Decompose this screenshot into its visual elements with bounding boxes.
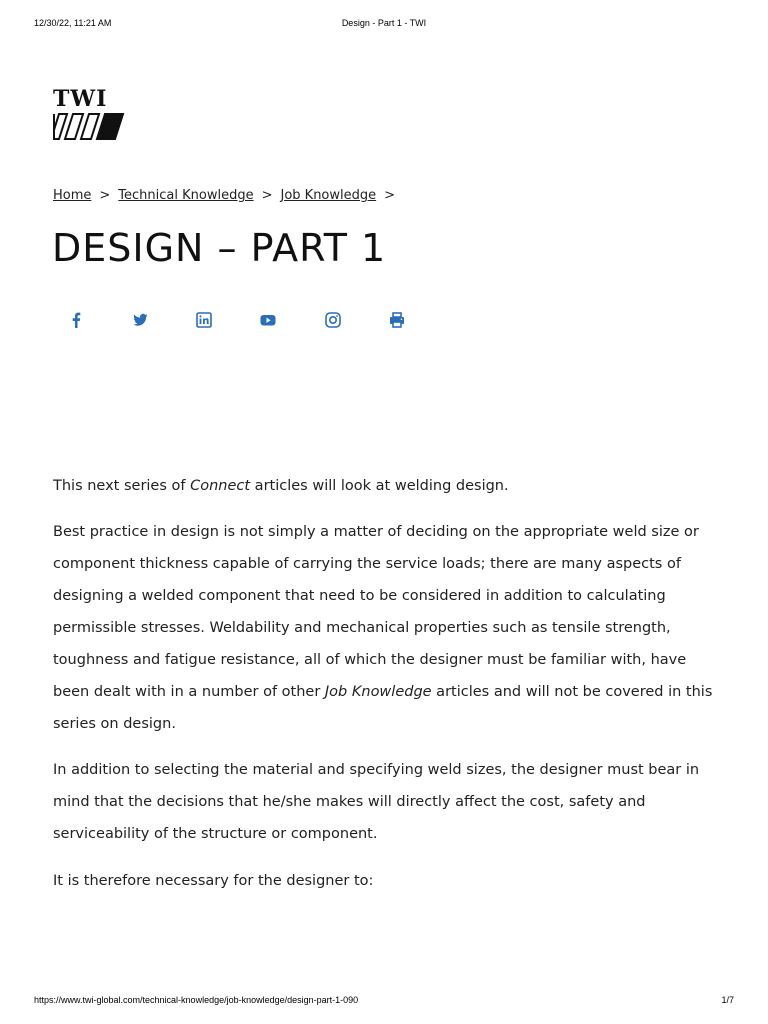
print-header [34,18,734,30]
linkedin-icon[interactable] [192,308,216,332]
facebook-icon[interactable] [64,308,88,332]
breadcrumb-job-knowledge-link[interactable]: Job Knowledge [280,188,377,203]
article-paragraph: It is therefore necessary for the designer to: [53,873,374,889]
twitter-icon[interactable] [128,308,152,332]
connect-emphasis: Connect [190,478,251,494]
breadcrumb-separator: > [261,188,273,203]
breadcrumb-technical-knowledge-link[interactable]: Technical Knowledge [118,188,254,203]
job-knowledge-emphasis: Job Knowledge [324,684,432,700]
print-footer [34,995,734,1007]
breadcrumb-separator: > [384,188,396,203]
print-icon[interactable] [385,308,409,332]
print-page-number: 1/7 [721,995,734,1005]
breadcrumb [53,188,403,208]
logo-wordmark: TWI [53,86,108,112]
youtube-icon[interactable] [256,308,280,332]
article-paragraph: In addition to selecting the material and specifying weld sizes, the designer must bear in mind that the decisions that he/she makes will directly affect the cost, safety and serviceability of the structure or component. [53,762,700,842]
logo-stripes-icon [53,113,125,141]
article-paragraph: This next series of Connect articles will look at welding design. [53,478,509,494]
article-paragraph: Best practice in design is not simply a matter of deciding on the appropriate weld size or component thickness capable of carrying the service loads; there are many aspects of designing a welded component that need to be considered in addition to calculating permissible stresses. Weldability and mechanical properties such as tensile strength, toughness and fatigue resistance, all of which the designer must be familiar with, have been dealt with in a number of other Job Knowledge articles and will not be covered in this series on design. [53,524,713,732]
instagram-icon[interactable] [321,308,345,332]
print-url: https://www.twi-global.com/technical-knowledge/job-knowledge/design-part-1-090 [34,995,359,1005]
twi-logo[interactable] [53,88,125,142]
page-title: DESIGN – PART 1 [52,226,387,270]
breadcrumb-home-link[interactable]: Home [53,188,92,203]
print-page-title: Design - Part 1 - TWI [341,18,427,28]
breadcrumb-separator: > [99,188,111,203]
print-datetime: 12/30/22, 11:21 AM [34,18,112,28]
